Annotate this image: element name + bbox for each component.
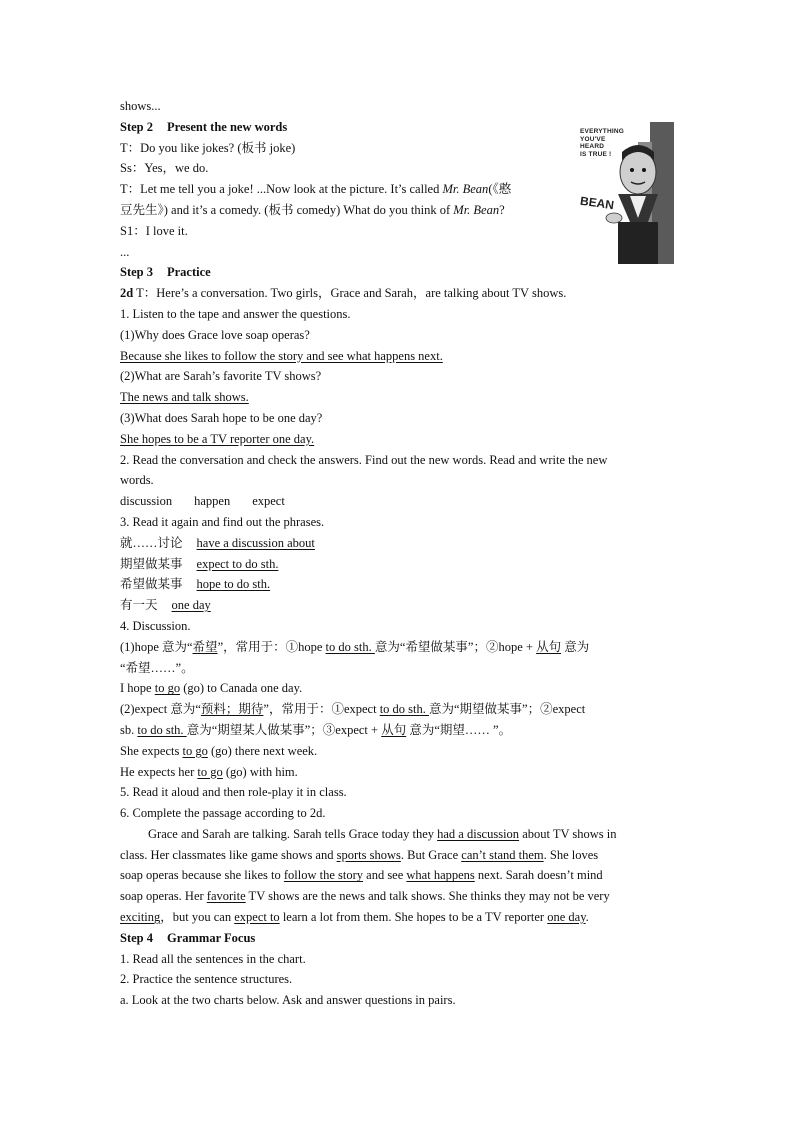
question-1: (1)Why does Grace love soap operas? [120,327,310,342]
step2-ellipsis: ... [120,244,130,259]
blank-answer: to do sth. [325,639,375,654]
phrase-en: have a discussion about [196,535,315,550]
text-run: . She loves [543,847,599,862]
phrase-cn: 期望做某事 [120,556,183,571]
expect-usage-cont [120,720,680,741]
blank-answer: what happens [406,868,475,883]
text-run: 意为“希望做某事”；②hope + [374,639,537,654]
poster-logo: BEAN [579,193,615,213]
passage-line-2 [120,845,680,866]
step4-line-1: 1. Read all the sentences in the chart. [120,951,306,966]
example-2 [120,741,680,762]
blank-answer: to go [154,681,181,696]
discussion-heading: 4. Discussion. [120,618,191,633]
text-run: learn a lot from them. She hopes to be a TV reporter [279,910,548,925]
example-3 [120,762,680,783]
text-run: . [585,910,589,925]
tagline-line: IS TRUE ! [580,150,612,158]
text-run: 意为 [561,639,590,654]
text-run: ，but you can [160,910,235,925]
blank-answer: one day [547,910,586,925]
text-run: T：Let me tell you a joke! ...Now look at the picture. It’s called [120,182,443,197]
blank-answer: follow the story [283,868,364,883]
step2-line-t1: T：Do you like jokes? (板书 joke) [120,140,296,155]
step4-title: Grammar Focus [167,930,256,945]
question-3: (3)What does Sarah hope to be one day? [120,410,323,425]
activity-number: 2d [120,286,134,301]
text-run: sb. [120,722,138,737]
answer-3: She hopes to be a TV reporter one day. [120,431,315,446]
blank-answer: 预料；期待 [200,702,264,717]
step4-line-3: a. Look at the two charts below. Ask and answer questions in pairs. [120,993,456,1008]
phrase-cn: 希望做某事 [120,577,183,592]
text-run: . But Grace [400,847,462,862]
text-run: T：Here’s a conversation. Two girls，Grace and Sarah，are talking about TV shows. [133,286,567,301]
phrase-row [120,574,680,595]
poster-tagline [580,128,624,158]
blank-answer: to go [197,764,223,779]
phrase-en: one day [171,598,211,613]
text-run: (1)hope 意为“ [120,639,193,654]
step4-heading [120,928,680,949]
intro-text: shows... [120,99,161,113]
step2-line-s1: S1：I love it. [120,223,188,238]
passage-line-4 [120,886,680,907]
phrase-row [120,595,680,616]
blank-answer: 从句 [381,722,407,737]
text-run: 意为“期望…… ”。 [406,722,512,737]
blank-answer: to do sth. [379,702,429,717]
expect-usage [120,699,680,720]
question-2: (2)What are Sarah’s favorite TV shows? [120,369,322,384]
phrase-cn: 就……讨论 [120,535,183,550]
text-run: TV shows are the news and talk shows. She thinks they may not be very [245,889,610,904]
text-run: next. Sarah doesn’t mind [474,868,603,883]
roleplay-instruction: 5. Read it aloud and then role-play it in class. [120,785,347,800]
text-run: class. Her classmates like game shows and [120,847,337,862]
text-run: Grace and Sarah are talking. Sarah tells Grace today they [148,826,438,841]
step4-line-2: 2. Practice the sentence structures. [120,972,293,987]
phrase-row [120,554,680,575]
tagline-line: HEARD [580,143,605,150]
text-run: (2)expect 意为“ [120,702,201,717]
text-run: soap operas because she likes to [120,868,284,883]
blank-answer: favorite [206,889,246,904]
hope-usage-cont: “希望……”。 [120,660,194,675]
blank-answer: can’t stand them [461,847,544,862]
mr-bean-poster-image [578,122,674,264]
phrase-row [120,533,680,554]
text-run: I hope [120,681,155,696]
phrase-cn: 有一天 [120,598,158,613]
word: discussion [120,494,173,509]
tagline-line: YOU'VE [580,135,606,143]
complete-instruction: 6. Complete the passage according to 2d. [120,806,326,821]
phrase-en: hope to do sth. [196,577,271,592]
text-run: (go) to Canada one day. [180,681,303,696]
text-run: about TV shows in [519,826,617,841]
passage-line-3 [120,865,680,886]
title-mr-bean: Mr. Bean [453,202,500,217]
text-run: ”，常用于：①expect [263,702,380,717]
word: expect [252,494,285,509]
answer-1: Because she likes to follow the story and see what happens next. [120,348,443,363]
passage-line-5 [120,907,680,928]
blank-answer: sports shows [336,847,401,862]
text-run: (《憨 [488,182,512,197]
step2-title: Present the new words [167,119,288,134]
text-run: ? [499,202,505,217]
blank-answer: exciting [120,910,161,925]
blank-answer: to go [182,743,208,758]
blank-answer: expect to [234,910,280,925]
text-run: (go) there next week. [207,743,318,758]
text-run: and see [363,868,407,883]
text-run: She expects [120,743,183,758]
step4-label: Step 4 [120,930,153,945]
step3-intro [120,283,680,304]
passage-line-1 [120,824,680,845]
step2-line-ss: Ss：Yes，we do. [120,161,209,176]
step3-title: Practice [167,265,211,280]
phrases-instruction: 3. Read it again and find out the phrases. [120,514,325,529]
text-run: He expects her [120,764,198,779]
word: happen [194,494,231,509]
hope-usage [120,637,680,658]
text-run: soap operas. Her [120,889,207,904]
blank-answer: to do sth. [137,722,187,737]
tagline-line: EVERYTHING [580,128,625,135]
read-instruction-cont: words. [120,473,154,488]
step3-heading [120,262,680,283]
phrase-en: expect to do sth. [196,556,279,571]
text-run: (go) with him. [222,764,298,779]
blank-answer: 从句 [536,639,562,654]
blank-answer: had a discussion [437,826,520,841]
read-instruction: 2. Read the conversation and check the answers. Find out the new words. Read and write the new [120,452,608,467]
text-run: 意为“期望做某事”；②expect [429,702,586,717]
text-run: 意为“期望某人做某事”；③expect + [186,722,382,737]
step3-label: Step 3 [120,265,153,280]
blank-answer: 希望 [192,639,218,654]
text-run: ”，常用于：①hope [217,639,326,654]
step2-label: Step 2 [120,119,153,134]
title-mr-bean: Mr. Bean [442,182,489,197]
answer-2: The news and talk shows. [120,390,249,405]
new-words [120,491,680,512]
example-1 [120,678,680,699]
text-run: 豆先生》) and it’s a comedy. (板书 comedy) What do you think of [120,202,454,217]
listen-instruction: 1. Listen to the tape and answer the questions. [120,306,351,321]
